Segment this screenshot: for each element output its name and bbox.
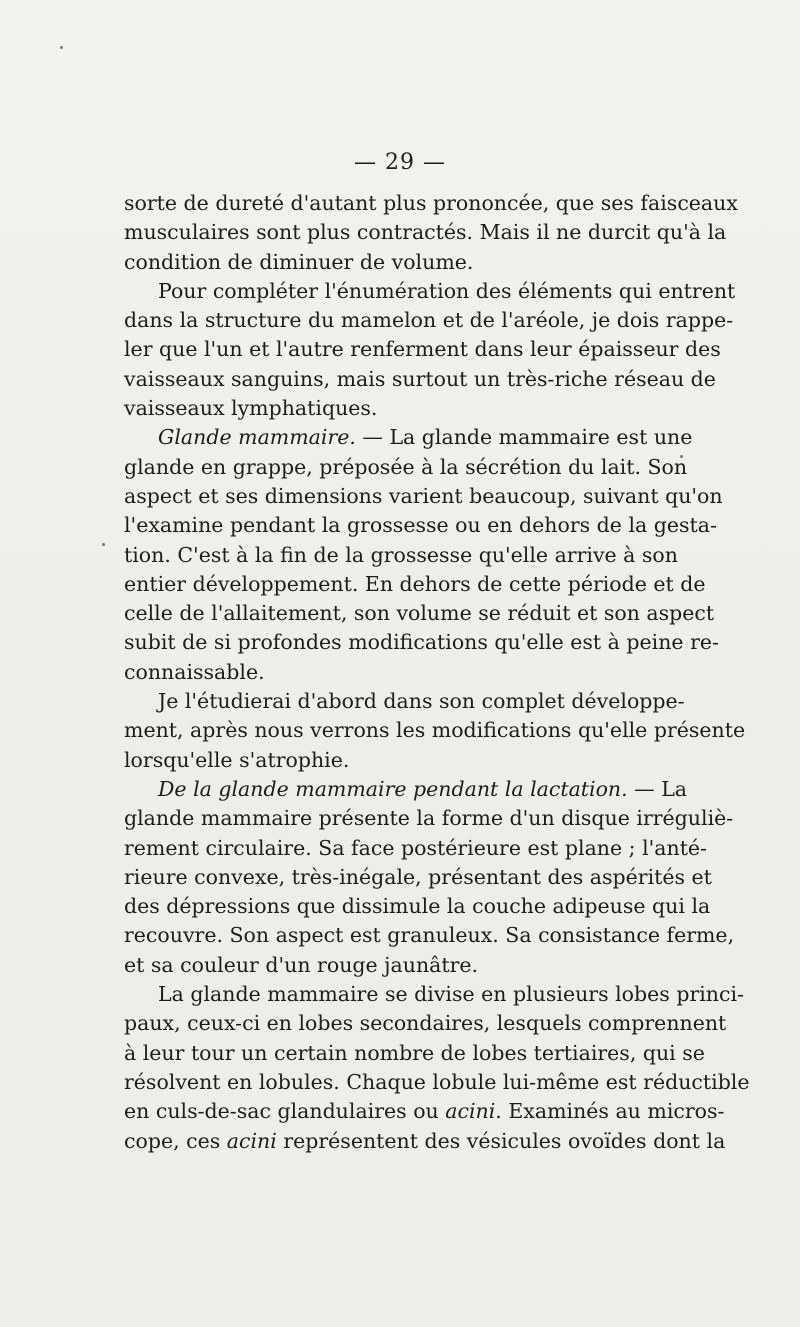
paper-speck xyxy=(102,543,105,546)
text-segment: rement circulaire. Sa face postérieure est plane ; l'anté- xyxy=(124,835,707,860)
text-segment: à leur tour un certain nombre de lobes tertiaires, qui se xyxy=(124,1040,705,1065)
text-line xyxy=(124,1097,725,1126)
text-segment: — La glande mammaire est une xyxy=(355,425,693,450)
text-segment: ment, après nous verrons les modifications qu'elle présente xyxy=(124,718,746,743)
text-segment: aspect et ses dimensions varient beaucoup, suivant qu'on xyxy=(124,483,723,508)
italic-text: Glande mammaire. xyxy=(158,425,356,450)
text-line xyxy=(124,599,715,628)
text-line xyxy=(124,687,685,716)
text-segment: condition de diminuer de volume. xyxy=(124,249,474,274)
text-line xyxy=(124,628,719,657)
text-line xyxy=(124,482,723,511)
text-segment: glande en grappe, préposée à la sécrétion du lait. Son xyxy=(124,454,688,479)
italic-text: acini xyxy=(226,1128,277,1153)
text-segment: rieure convexe, très-inégale, présentant des aspérités et xyxy=(124,864,712,889)
text-segment: sorte de dureté d'autant plus prononcée, que ses faisceaux xyxy=(124,191,738,215)
text-line xyxy=(124,716,746,745)
text-segment: — La xyxy=(627,776,688,801)
text-segment: résolvent en lobules. Chaque lobule lui-même est réductible xyxy=(124,1069,750,1094)
text-line xyxy=(124,541,676,570)
text-segment: tion. C'est à la fin de la grossesse qu'elle arrive à son xyxy=(124,542,678,567)
text-segment: entier développement. En dehors de cette période et de xyxy=(124,571,706,596)
text-line xyxy=(124,277,736,306)
text-segment: Pour compléter l'énumération des éléments qui entrent xyxy=(158,278,736,303)
text-line xyxy=(124,218,727,247)
text-line xyxy=(124,1068,750,1097)
text-line xyxy=(124,804,734,833)
text-segment: vaisseaux lymphatiques. xyxy=(124,396,378,421)
text-line xyxy=(124,951,676,980)
text-segment: celle de l'allaitement, son volume se réduit et son aspect xyxy=(124,601,715,626)
text-segment: connaissable. xyxy=(124,659,265,684)
text-segment: en culs-de-sac glandulaires ou xyxy=(124,1099,446,1124)
text-line xyxy=(124,394,676,423)
text-line xyxy=(124,453,688,482)
text-line xyxy=(124,746,676,775)
text-segment: lorsqu'elle s'atrophie. xyxy=(124,747,350,772)
text-line xyxy=(124,863,712,892)
text-line xyxy=(124,1009,727,1038)
page-number: — 29 — xyxy=(354,150,446,175)
text-segment: l'examine pendant la grossesse ou en dehors de la gesta- xyxy=(124,513,717,538)
text-line xyxy=(124,306,734,335)
text-line xyxy=(124,335,721,364)
text-line xyxy=(124,921,735,950)
text-segment: ler que l'un et l'autre renferment dans leur épaisseur des xyxy=(124,337,721,362)
text-segment: paux, ceux-ci en lobes secondaires, lesquels comprennent xyxy=(124,1011,727,1036)
text-line xyxy=(124,658,676,687)
text-segment: cope, ces xyxy=(124,1128,227,1153)
text-line xyxy=(124,834,707,863)
text-segment: . Examinés au micros- xyxy=(495,1099,725,1124)
text-line xyxy=(124,248,676,277)
text-line xyxy=(124,570,706,599)
text-segment: La glande mammaire se divise en plusieurs lobes princi- xyxy=(158,982,744,1007)
italic-text: De la glande mammaire pendant la lactation. xyxy=(158,776,628,801)
text-line xyxy=(124,892,711,921)
text-line xyxy=(124,775,688,804)
text-segment: Je l'étudierai d'abord dans son complet développe- xyxy=(158,689,685,714)
text-segment: représentent des vésicules ovoïdes dont la xyxy=(276,1128,726,1153)
text-segment: vaisseaux sanguins, mais surtout un très-riche réseau de xyxy=(124,366,716,391)
text-segment: subit de si profondes modifications qu'elle est à peine re- xyxy=(124,630,719,655)
text-segment: et sa couleur d'un rouge jaunâtre. xyxy=(124,952,479,977)
text-segment: musculaires sont plus contractés. Mais il ne durcit qu'à la xyxy=(124,220,727,245)
italic-text: acini xyxy=(445,1099,496,1124)
text-segment: des dépressions que dissimule la couche adipeuse qui la xyxy=(124,894,711,919)
text-segment: recouvre. Son aspect est granuleux. Sa consistance ferme, xyxy=(124,923,735,948)
text-line xyxy=(124,980,744,1009)
text-line xyxy=(124,1039,705,1068)
text-segment: dans la structure du mamelon et de l'aréole, je dois rappe- xyxy=(124,308,734,333)
text-line xyxy=(124,511,717,540)
text-line xyxy=(124,423,693,452)
text-line xyxy=(124,365,716,394)
body-text xyxy=(124,189,750,1156)
text-line xyxy=(124,189,738,218)
text-line xyxy=(124,1127,726,1156)
paper-speck xyxy=(60,46,63,49)
text-segment: glande mammaire présente la forme d'un disque irréguliè- xyxy=(124,806,734,831)
